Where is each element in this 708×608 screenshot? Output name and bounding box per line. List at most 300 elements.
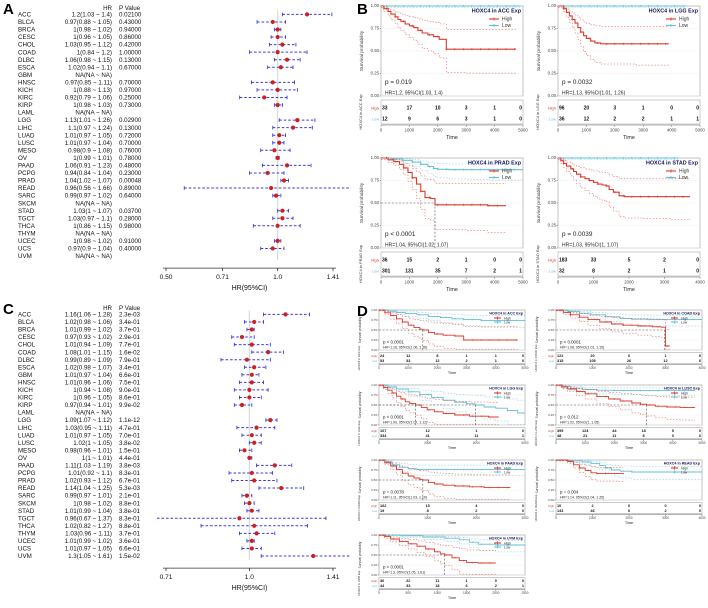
svg-text:4000: 4000 xyxy=(472,441,480,445)
svg-text:2500: 2500 xyxy=(521,591,529,595)
svg-text:0.75: 0.75 xyxy=(370,25,379,31)
svg-text:0.23000: 0.23000 xyxy=(119,170,142,178)
svg-text:LIHC: LIHC xyxy=(18,424,33,432)
svg-text:0: 0 xyxy=(671,433,674,438)
forest-row-dlbc xyxy=(18,357,270,364)
svg-text:5: 5 xyxy=(627,257,631,264)
svg-text:1.04(1.02 ~ 1.07): 1.04(1.02 ~ 1.07) xyxy=(64,177,112,185)
svg-text:301: 301 xyxy=(382,268,391,275)
km-x-axis xyxy=(557,277,706,293)
forest-row-laml xyxy=(18,110,112,117)
svg-text:6: 6 xyxy=(436,116,440,123)
svg-text:1.02(0.98 ~ 1.07): 1.02(0.98 ~ 1.07) xyxy=(64,364,112,372)
svg-text:1(0.94 ~ 1.08): 1(0.94 ~ 1.08) xyxy=(73,387,112,394)
svg-text:3000: 3000 xyxy=(463,366,471,370)
forest-row-read xyxy=(18,185,351,192)
svg-text:High: High xyxy=(504,391,511,396)
svg-text:HOXC4 in ACC Exp: HOXC4 in ACC Exp xyxy=(489,311,523,316)
svg-text:8.3e-01: 8.3e-01 xyxy=(119,470,140,478)
svg-text:HOXC4 in ACC Exp: HOXC4 in ACC Exp xyxy=(471,8,521,15)
svg-text:2.9e-01: 2.9e-01 xyxy=(119,334,140,342)
svg-text:0.50: 0.50 xyxy=(371,553,377,558)
svg-text:0: 0 xyxy=(378,591,380,595)
svg-text:1.06(0.98 ~ 1.15): 1.06(0.98 ~ 1.15) xyxy=(64,56,112,64)
svg-text:OV: OV xyxy=(18,154,27,162)
svg-text:1.2(1.03 ~ 1.4): 1.2(1.03 ~ 1.4) xyxy=(71,11,112,19)
svg-text:17: 17 xyxy=(406,105,413,112)
svg-text:1000: 1000 xyxy=(588,279,599,285)
svg-text:1.06(0.91 ~ 1.23): 1.06(0.91 ~ 1.23) xyxy=(64,162,112,170)
svg-text:Low: Low xyxy=(371,358,377,363)
svg-text:4000: 4000 xyxy=(666,127,677,133)
svg-text:Time: Time xyxy=(447,521,457,525)
km-hr-text: HR=1.08, 95%CI(1.01, 1.15) xyxy=(560,345,605,350)
svg-text:0: 0 xyxy=(494,578,497,583)
svg-text:1: 1 xyxy=(465,578,468,583)
svg-text:HR(95%CI): HR(95%CI) xyxy=(231,585,268,593)
svg-text:0.97(0.94 ~ 1.01): 0.97(0.94 ~ 1.01) xyxy=(64,402,112,410)
svg-text:Low: Low xyxy=(504,320,511,325)
svg-text:HOXC4 in ACC Exp: HOXC4 in ACC Exp xyxy=(357,345,361,371)
svg-text:0.03700: 0.03700 xyxy=(119,207,142,215)
svg-text:High: High xyxy=(548,503,554,508)
km-hr-text: HR=1.03, 95%CI(1, 1.07) xyxy=(562,242,619,249)
svg-text:LUSC: LUSC xyxy=(18,439,35,447)
svg-text:0.99(0.89 ~ 1.09): 0.99(0.89 ~ 1.09) xyxy=(64,356,112,364)
svg-text:COAD: COAD xyxy=(18,49,36,57)
km-plot-hoxc4-in-acc-exp xyxy=(354,306,531,381)
svg-text:15: 15 xyxy=(425,503,430,508)
svg-text:0.25: 0.25 xyxy=(370,222,379,228)
svg-text:0.50: 0.50 xyxy=(370,48,379,54)
svg-text:1: 1 xyxy=(670,116,673,123)
forest-row-ucec xyxy=(18,538,254,545)
svg-text:Low: Low xyxy=(371,433,377,438)
svg-text:1(0.84 ~ 1.2): 1(0.84 ~ 1.2) xyxy=(76,49,112,57)
svg-text:0.02900: 0.02900 xyxy=(119,117,142,125)
forest-row-laml xyxy=(18,410,112,417)
km-x-axis xyxy=(555,515,706,526)
svg-text:5000: 5000 xyxy=(695,127,705,133)
svg-text:Survival probability: Survival probability xyxy=(537,30,542,72)
svg-text:1: 1 xyxy=(521,433,524,438)
svg-text:HOXC4 in LGG Exp: HOXC4 in LGG Exp xyxy=(489,386,523,391)
km-risk-table xyxy=(358,244,523,283)
svg-text:8: 8 xyxy=(426,508,429,513)
svg-text:0.00: 0.00 xyxy=(548,498,554,503)
svg-text:2000: 2000 xyxy=(610,127,620,133)
svg-text:7.0e-01: 7.0e-01 xyxy=(119,432,140,440)
svg-text:1.01(0.94 ~ 1.09): 1.01(0.94 ~ 1.09) xyxy=(64,341,112,349)
svg-text:5.3e-03: 5.3e-03 xyxy=(119,485,140,493)
forest-row-paad xyxy=(18,163,311,170)
svg-text:2: 2 xyxy=(475,508,478,513)
svg-text:Low: Low xyxy=(504,545,511,550)
svg-text:Low: Low xyxy=(548,116,556,122)
forest-x-axis xyxy=(160,268,340,292)
svg-text:0: 0 xyxy=(696,257,699,264)
svg-text:3000: 3000 xyxy=(638,127,648,133)
svg-text:1(0.96 ~ 1.05): 1(0.96 ~ 1.05) xyxy=(73,34,112,42)
svg-text:0: 0 xyxy=(555,441,557,445)
svg-text:Low: Low xyxy=(371,508,377,513)
svg-text:1.01(0.99 ~ 1.02): 1.01(0.99 ~ 1.02) xyxy=(64,538,112,545)
svg-text:0.25: 0.25 xyxy=(547,222,556,228)
forest-row-ucec xyxy=(18,238,281,245)
svg-text:0.75: 0.75 xyxy=(371,468,377,473)
svg-text:0.76000: 0.76000 xyxy=(119,147,142,155)
svg-text:HOXC4 in PAAD Exp: HOXC4 in PAAD Exp xyxy=(357,494,361,522)
svg-text:0.50: 0.50 xyxy=(371,328,377,333)
svg-text:4000: 4000 xyxy=(698,366,706,370)
svg-text:0.25: 0.25 xyxy=(370,70,379,76)
svg-text:0.25: 0.25 xyxy=(547,70,556,76)
svg-text:LUAD: LUAD xyxy=(18,132,35,140)
svg-text:3000: 3000 xyxy=(661,516,670,520)
svg-text:Low: Low xyxy=(371,268,379,274)
svg-text:Time: Time xyxy=(623,135,635,141)
svg-text:0: 0 xyxy=(378,516,380,520)
svg-text:MESO: MESO xyxy=(18,447,37,455)
svg-text:PAAD: PAAD xyxy=(18,462,35,470)
svg-text:CESC: CESC xyxy=(18,334,36,342)
svg-text:0.78000: 0.78000 xyxy=(119,154,142,162)
svg-text:33: 33 xyxy=(406,583,411,588)
svg-text:0.70000: 0.70000 xyxy=(119,79,142,87)
svg-text:0: 0 xyxy=(521,358,524,363)
svg-text:0: 0 xyxy=(519,257,522,264)
svg-text:9: 9 xyxy=(408,116,411,123)
panel-c-letter: C xyxy=(3,301,14,318)
svg-text:1(0.99 ~ 1.01): 1(0.99 ~ 1.01) xyxy=(73,154,112,162)
svg-text:Time: Time xyxy=(624,371,634,375)
svg-text:KIRP: KIRP xyxy=(18,402,33,410)
svg-text:1.01(0.97 ~ 1.05): 1.01(0.97 ~ 1.05) xyxy=(64,132,112,140)
svg-text:HR: HR xyxy=(103,5,112,12)
svg-text:5000: 5000 xyxy=(521,366,529,370)
forest-row-lihc xyxy=(18,425,275,432)
svg-text:KIRP: KIRP xyxy=(18,102,33,110)
svg-text:0.40000: 0.40000 xyxy=(119,245,142,253)
forest-row-tgct xyxy=(18,515,326,522)
svg-text:3000: 3000 xyxy=(640,441,648,445)
svg-text:1(0.98 ~ 1.02): 1(0.98 ~ 1.02) xyxy=(73,500,112,508)
svg-text:1.09(1.07 ~ 1.12): 1.09(1.07 ~ 1.12) xyxy=(64,417,112,425)
svg-text:TGCT: TGCT xyxy=(18,215,35,223)
svg-text:0.75: 0.75 xyxy=(547,25,556,31)
svg-text:12: 12 xyxy=(425,428,430,433)
svg-text:0.97(0.88 ~ 1.05): 0.97(0.88 ~ 1.05) xyxy=(64,19,112,27)
svg-text:33: 33 xyxy=(590,257,597,264)
svg-text:THYM: THYM xyxy=(18,530,36,538)
km-x-axis xyxy=(378,590,529,601)
svg-text:143: 143 xyxy=(557,508,564,513)
svg-text:334: 334 xyxy=(380,433,387,438)
svg-text:315: 315 xyxy=(557,358,564,363)
svg-text:Low: Low xyxy=(504,470,511,475)
svg-text:1: 1 xyxy=(641,105,645,112)
km-plot-hoxc4-in-lgg-exp xyxy=(531,0,708,152)
svg-text:1.0: 1.0 xyxy=(273,274,283,282)
km-p-value: p < 0.0001 xyxy=(385,231,416,238)
svg-text:41: 41 xyxy=(425,433,430,438)
forest-row-coad xyxy=(18,49,307,56)
panel-d-km-grid xyxy=(354,306,708,606)
svg-text:2: 2 xyxy=(641,116,645,123)
svg-text:1.01(0.97 ~ 1.04): 1.01(0.97 ~ 1.04) xyxy=(64,139,112,147)
panel-a-letter: A xyxy=(3,1,14,18)
svg-text:33: 33 xyxy=(382,105,388,112)
svg-text:4000: 4000 xyxy=(489,279,500,285)
svg-text:0.75: 0.75 xyxy=(547,177,556,183)
svg-text:High: High xyxy=(681,316,688,321)
svg-text:4000: 4000 xyxy=(698,516,706,520)
svg-text:1.5e-01: 1.5e-01 xyxy=(119,447,140,455)
svg-text:High: High xyxy=(504,466,511,471)
svg-text:UCEC: UCEC xyxy=(18,538,36,545)
svg-text:0.99(0.97 ~ 1.02): 0.99(0.97 ~ 1.02) xyxy=(64,192,112,200)
svg-text:Survival probability: Survival probability xyxy=(360,182,365,224)
svg-text:4: 4 xyxy=(475,503,478,508)
forest-row-thym xyxy=(18,530,275,537)
km-p-value: p = 0.0032 xyxy=(562,79,593,86)
forest-row-gbm xyxy=(18,372,259,379)
km-x-axis xyxy=(555,365,706,376)
forest-rows xyxy=(18,312,351,561)
svg-text:0: 0 xyxy=(698,428,701,433)
forest-row-dlbc xyxy=(18,57,300,64)
forest-row-lihc xyxy=(18,125,312,132)
svg-text:0: 0 xyxy=(670,105,673,112)
svg-text:46: 46 xyxy=(590,508,595,513)
svg-text:HOXC4 in PRAD Exp: HOXC4 in PRAD Exp xyxy=(467,160,521,167)
svg-text:BLCA: BLCA xyxy=(18,19,35,27)
forest-row-sarc xyxy=(18,193,281,200)
svg-text:High: High xyxy=(547,105,556,111)
svg-text:1.02(0.98 ~ 1.06): 1.02(0.98 ~ 1.06) xyxy=(64,319,112,327)
svg-text:Low: Low xyxy=(371,583,377,588)
svg-text:20: 20 xyxy=(590,353,595,358)
svg-text:2000: 2000 xyxy=(433,279,443,285)
forest-row-hnsc xyxy=(18,379,264,386)
svg-text:0: 0 xyxy=(379,279,383,285)
svg-text:3000: 3000 xyxy=(661,366,670,370)
svg-text:0: 0 xyxy=(521,428,524,433)
svg-text:HOXC4 in READ Exp: HOXC4 in READ Exp xyxy=(534,494,538,522)
svg-text:0.28000: 0.28000 xyxy=(119,215,142,223)
svg-text:1.01(0.96 ~ 1.06): 1.01(0.96 ~ 1.06) xyxy=(64,379,112,387)
svg-text:3.6e-01: 3.6e-01 xyxy=(119,538,140,545)
km-x-axis xyxy=(380,277,529,293)
svg-text:0.48000: 0.48000 xyxy=(119,162,142,170)
svg-text:High: High xyxy=(504,541,511,546)
svg-text:0.02100: 0.02100 xyxy=(119,11,142,19)
svg-text:1.03(0.97 ~ 1.1): 1.03(0.97 ~ 1.1) xyxy=(68,215,112,223)
svg-text:High: High xyxy=(548,353,554,358)
svg-text:1000: 1000 xyxy=(588,366,597,370)
forest-row-lgg xyxy=(18,117,315,124)
svg-text:0.97(0.93 ~ 1.02): 0.97(0.93 ~ 1.02) xyxy=(64,334,112,342)
svg-text:2000: 2000 xyxy=(424,441,432,445)
svg-text:3.4e-01: 3.4e-01 xyxy=(119,364,140,372)
svg-text:Low: Low xyxy=(548,508,554,513)
svg-text:162: 162 xyxy=(380,503,387,508)
svg-text:3000: 3000 xyxy=(461,127,471,133)
forest-row-ov xyxy=(18,455,252,462)
svg-text:0: 0 xyxy=(521,503,524,508)
svg-text:Survival probability: Survival probability xyxy=(360,30,365,72)
svg-text:53: 53 xyxy=(380,358,385,363)
km-p-value: p = 0.019 xyxy=(385,79,412,86)
svg-text:5000: 5000 xyxy=(698,441,706,445)
svg-text:21: 21 xyxy=(583,433,588,438)
svg-text:High: High xyxy=(681,391,688,396)
svg-text:2: 2 xyxy=(613,116,617,123)
svg-text:9.9e-02: 9.9e-02 xyxy=(119,402,140,410)
svg-text:1: 1 xyxy=(493,105,496,112)
svg-text:LGG: LGG xyxy=(18,417,32,425)
svg-text:0.50: 0.50 xyxy=(547,48,556,54)
svg-text:18: 18 xyxy=(435,583,440,588)
svg-text:167: 167 xyxy=(380,428,387,433)
svg-text:HOXC4 in STAD Exp: HOXC4 in STAD Exp xyxy=(645,160,698,167)
svg-text:1.1(0.97 ~ 1.24): 1.1(0.97 ~ 1.24) xyxy=(68,124,112,132)
svg-text:1.02(0.82 ~ 1.27): 1.02(0.82 ~ 1.27) xyxy=(64,522,112,530)
svg-text:0.98(0.9 ~ 1.08): 0.98(0.9 ~ 1.08) xyxy=(68,147,112,155)
forest-row-paad xyxy=(18,463,292,470)
svg-text:4000: 4000 xyxy=(669,441,677,445)
svg-text:6: 6 xyxy=(698,358,701,363)
svg-text:1000: 1000 xyxy=(404,279,415,285)
svg-text:6.6e-01: 6.6e-01 xyxy=(119,371,140,379)
km-x-axis xyxy=(557,125,706,141)
svg-text:22: 22 xyxy=(406,578,411,583)
svg-text:1.03(0.95 ~ 1.11): 1.03(0.95 ~ 1.11) xyxy=(65,424,112,432)
svg-text:4.4e-01: 4.4e-01 xyxy=(119,454,140,462)
svg-text:High: High xyxy=(679,168,690,175)
svg-text:1.00: 1.00 xyxy=(547,3,556,9)
svg-text:12: 12 xyxy=(663,358,668,363)
svg-text:0.98(0.96 ~ 1.01): 0.98(0.96 ~ 1.01) xyxy=(64,447,112,455)
svg-text:HNSC: HNSC xyxy=(18,379,36,387)
svg-text:32: 32 xyxy=(559,268,565,275)
svg-text:0.42000: 0.42000 xyxy=(119,41,142,49)
svg-text:Time: Time xyxy=(447,596,457,600)
svg-text:HOXC4 in LUSC Exp: HOXC4 in LUSC Exp xyxy=(534,419,538,447)
svg-text:0: 0 xyxy=(379,127,383,133)
svg-text:0.98000: 0.98000 xyxy=(119,222,142,230)
km-x-axis xyxy=(555,440,706,451)
svg-text:Low: Low xyxy=(502,22,512,29)
svg-text:11: 11 xyxy=(474,433,479,438)
forest-row-lusc xyxy=(18,440,261,447)
svg-text:P Value: P Value xyxy=(119,5,141,12)
forest-row-tgct xyxy=(18,215,293,222)
svg-text:1: 1 xyxy=(475,428,478,433)
svg-text:4000: 4000 xyxy=(695,279,705,285)
svg-text:8: 8 xyxy=(592,268,595,275)
svg-text:105: 105 xyxy=(589,358,596,363)
km-p-value: p = 0.0078 xyxy=(383,489,404,495)
svg-text:0: 0 xyxy=(627,503,631,508)
km-hr-text: HR=1.02, 95%CI(1, 1.05) xyxy=(560,420,600,425)
svg-text:0.50: 0.50 xyxy=(548,478,554,483)
svg-text:BRCA: BRCA xyxy=(18,326,36,334)
svg-text:5000: 5000 xyxy=(518,279,528,285)
svg-text:1(0.98 ~ 1.02): 1(0.98 ~ 1.02) xyxy=(73,238,112,245)
svg-text:High: High xyxy=(681,466,688,471)
forest-row-acc xyxy=(18,12,332,19)
svg-text:12: 12 xyxy=(382,116,388,123)
svg-text:4.7e-01: 4.7e-01 xyxy=(119,424,140,432)
svg-text:3.7e-01: 3.7e-01 xyxy=(119,530,140,538)
svg-text:1: 1 xyxy=(696,116,699,123)
svg-text:HOXC4 in LUSC Exp: HOXC4 in LUSC Exp xyxy=(664,386,700,391)
forest-row-kich xyxy=(18,87,297,94)
svg-text:500: 500 xyxy=(405,591,411,595)
km-plot-hoxc4-in-stad-exp xyxy=(531,152,708,304)
forest-row-uvm xyxy=(18,253,112,260)
svg-text:1.00: 1.00 xyxy=(548,308,554,313)
forest-rows xyxy=(18,12,351,261)
svg-text:THCA: THCA xyxy=(18,222,35,230)
forest-row-esca xyxy=(18,64,293,71)
km-p-value: p = 0.004 xyxy=(560,489,579,495)
svg-text:1.00: 1.00 xyxy=(371,533,377,538)
svg-text:2000: 2000 xyxy=(625,366,633,370)
svg-text:0.50: 0.50 xyxy=(548,328,554,333)
svg-text:0.00: 0.00 xyxy=(548,348,554,353)
svg-text:0.75: 0.75 xyxy=(371,543,377,548)
svg-text:44: 44 xyxy=(380,583,385,588)
svg-text:0.97(0.9 ~ 1.04): 0.97(0.9 ~ 1.04) xyxy=(68,245,112,253)
svg-text:36: 36 xyxy=(382,257,388,264)
svg-text:0.71: 0.71 xyxy=(216,274,229,282)
svg-text:DLBC: DLBC xyxy=(18,56,35,64)
svg-text:HOXC4 in UVM Exp: HOXC4 in UVM Exp xyxy=(488,536,523,541)
svg-text:SKCM: SKCM xyxy=(18,500,36,508)
km-p-value: p < 0.0001 xyxy=(560,339,581,345)
svg-text:0: 0 xyxy=(556,279,560,285)
km-plot-hoxc4-in-paad-exp xyxy=(354,456,531,531)
panel-c-forest-plot xyxy=(0,300,354,608)
forest-row-coad xyxy=(18,349,283,356)
svg-text:0: 0 xyxy=(521,508,524,513)
svg-text:Low: Low xyxy=(548,268,556,274)
svg-text:High: High xyxy=(371,578,377,583)
svg-text:1.00: 1.00 xyxy=(371,383,377,388)
svg-text:2: 2 xyxy=(663,257,666,264)
svg-text:8: 8 xyxy=(642,433,645,438)
svg-text:36: 36 xyxy=(380,578,385,583)
km-hr-text: HR=1.16, 95%CI(1.06, 1.28) xyxy=(383,345,428,350)
svg-text:1.01(0.97 ~ 1.05): 1.01(0.97 ~ 1.05) xyxy=(64,545,112,553)
svg-text:UCS: UCS xyxy=(18,545,32,553)
svg-text:0.25: 0.25 xyxy=(548,338,554,343)
forest-row-thca xyxy=(18,223,300,230)
km-hr-text: HR=1.3, 95%CI(1.05, 1.61) xyxy=(383,570,426,575)
km-hr-text: HR=1.11, 95%CI(1.03, 1.19) xyxy=(383,495,428,500)
svg-text:0.00: 0.00 xyxy=(371,348,377,353)
forest-row-kirp xyxy=(18,402,252,409)
svg-text:NA(NA ~ NA): NA(NA ~ NA) xyxy=(75,109,112,117)
forest-row-read xyxy=(18,485,304,492)
svg-text:20: 20 xyxy=(583,105,590,112)
panel-a-forest-plot xyxy=(0,0,354,300)
forest-row-luad xyxy=(18,432,261,439)
forest-row-brca xyxy=(18,327,254,334)
svg-text:0.50: 0.50 xyxy=(370,200,379,206)
